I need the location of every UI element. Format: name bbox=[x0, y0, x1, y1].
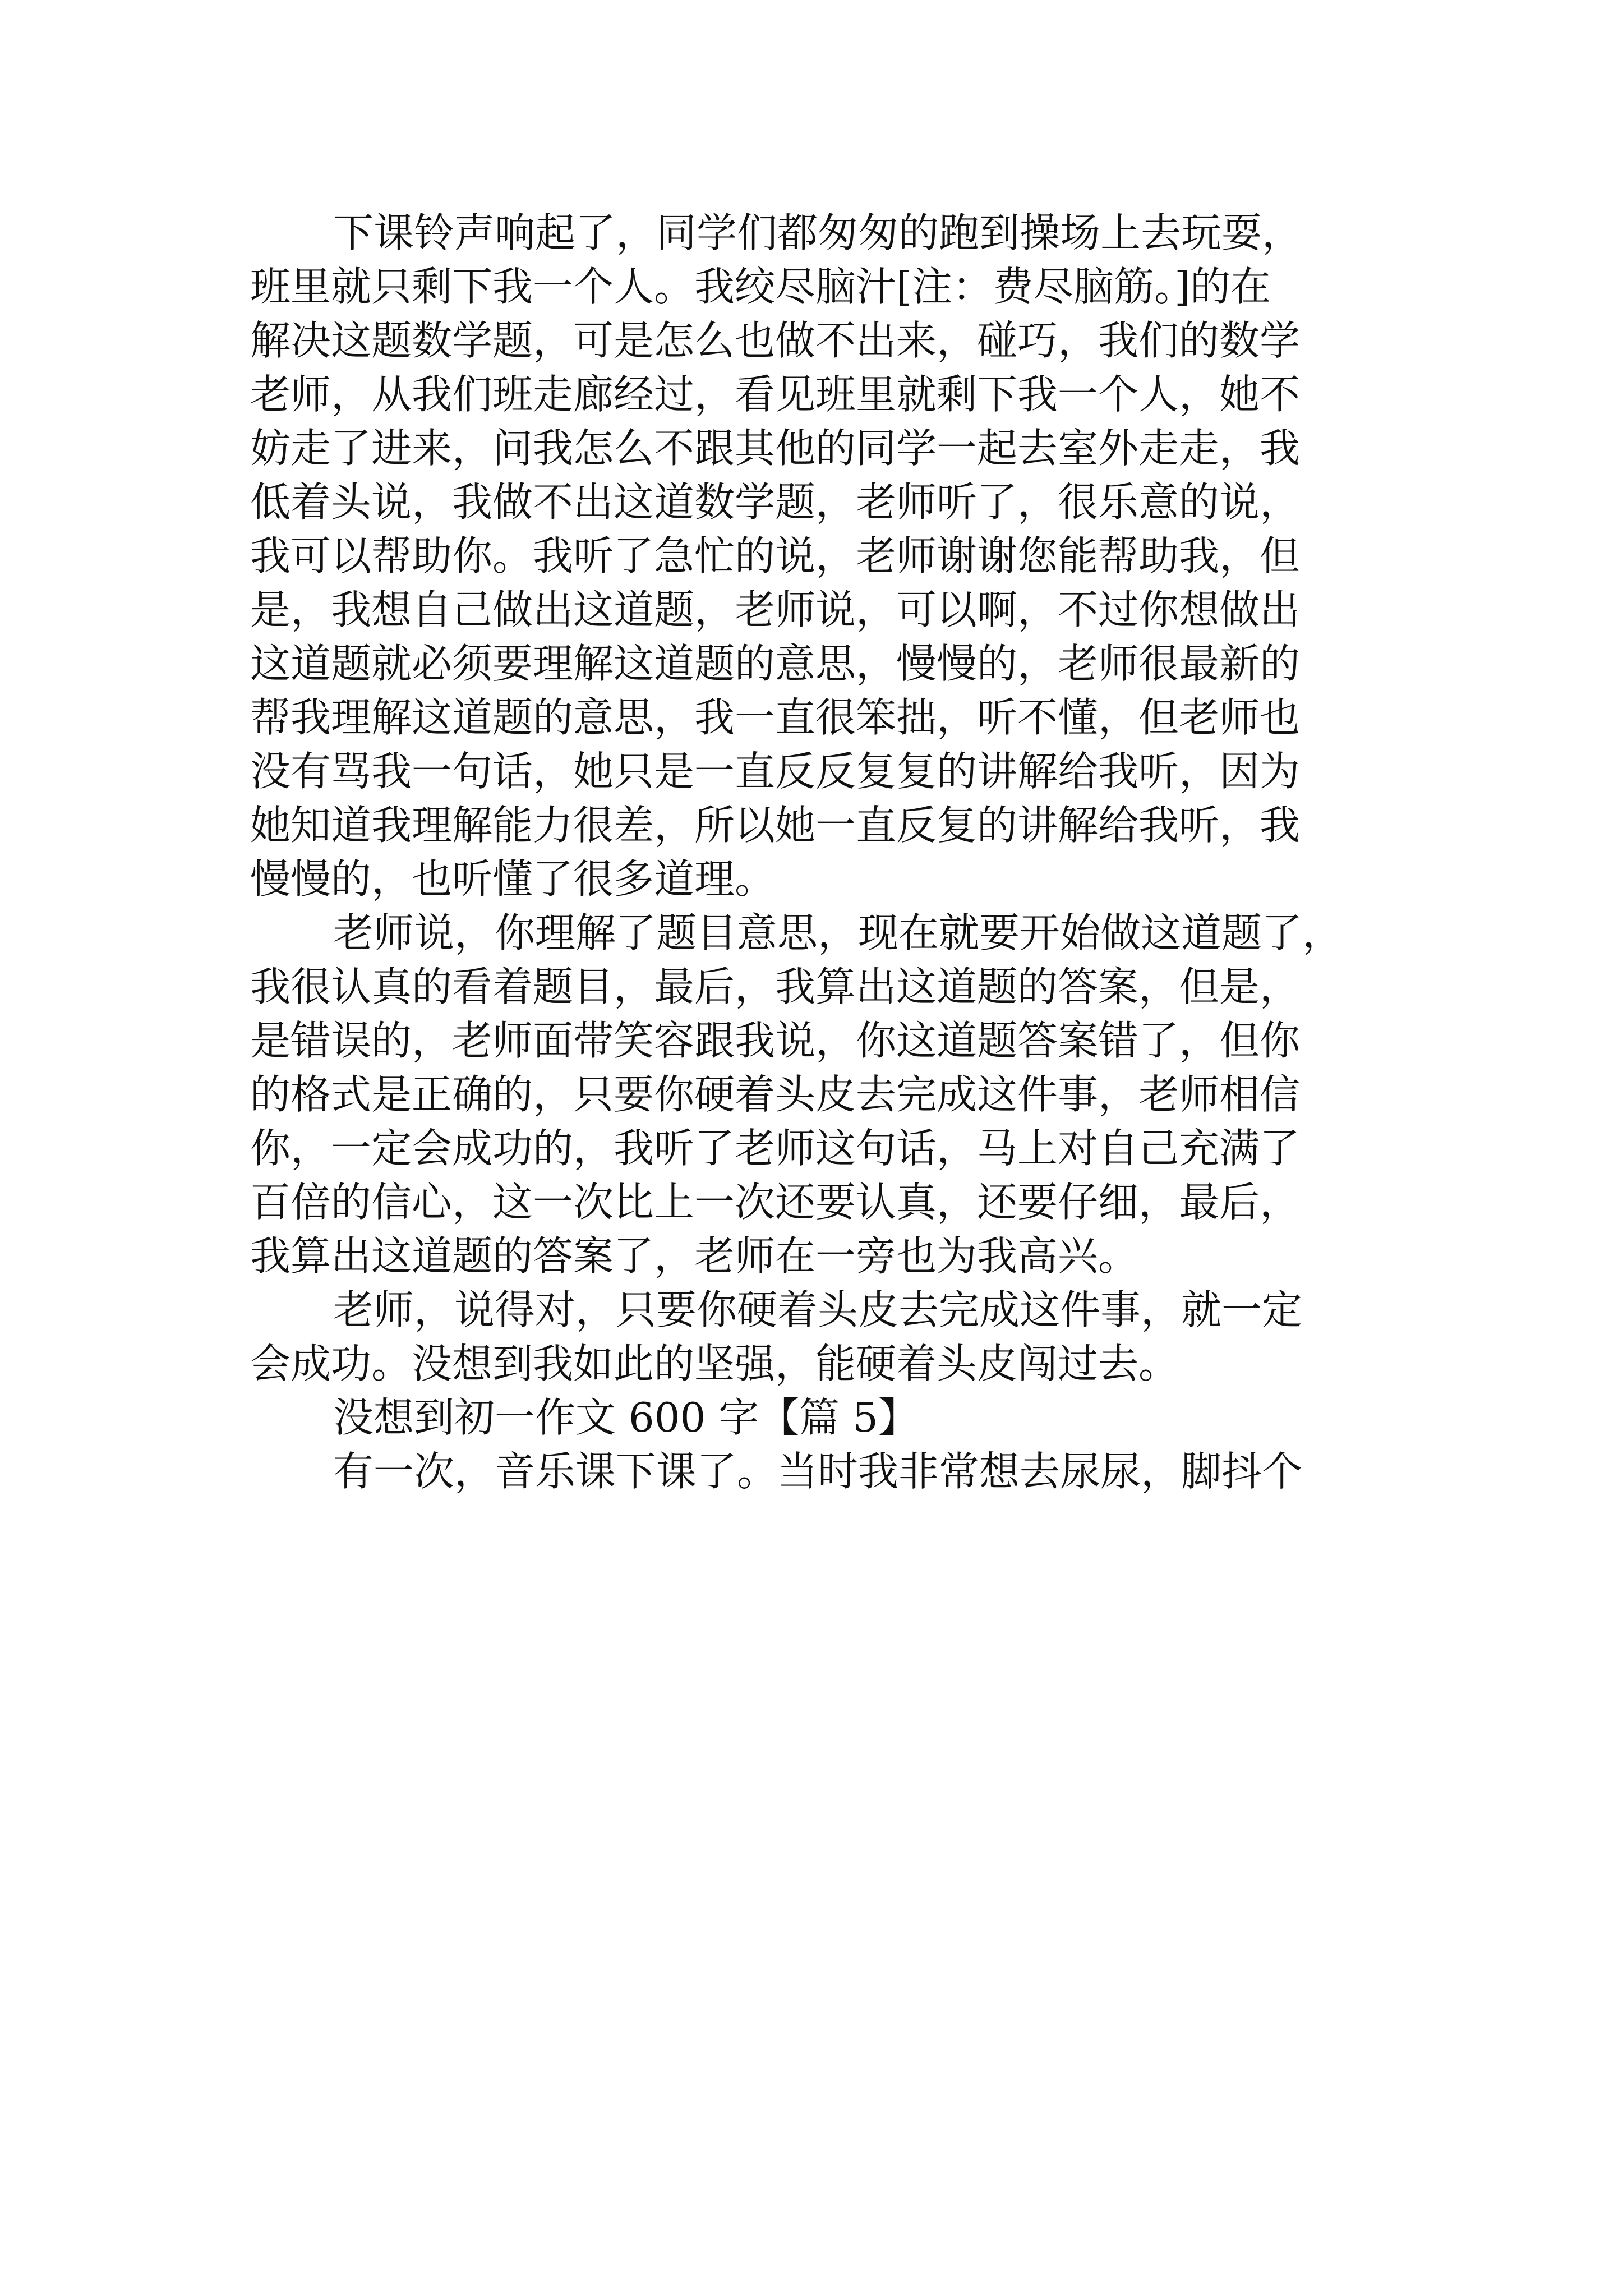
text-line: 我算出这道题的答案了，老师在一旁也为我高兴。 bbox=[250, 1232, 1139, 1280]
text-line: 是错误的，老师面带笑容跟我说，你这道题答案错了，但你 bbox=[250, 1017, 1301, 1064]
text-line: 没有骂我一句话，她只是一直反反复复的讲解给我听，因为 bbox=[250, 748, 1301, 795]
text-line: 我可以帮助你。我听了急忙的说，老师谢谢您能帮助我，但 bbox=[250, 532, 1301, 579]
text-line: 帮我理解这道题的意思，我一直很笨拙，听不懂，但老师也 bbox=[250, 694, 1301, 741]
text-line: 妨走了进来，问我怎么不跟其他的同学一起去室外走走，我 bbox=[250, 425, 1301, 472]
text-line: 会成功。没想到我如此的坚强，能硬着头皮闯过去。 bbox=[250, 1340, 1179, 1387]
text-line: 低着头说，我做不出这道数学题，老师听了，很乐意的说， bbox=[250, 478, 1301, 526]
text-line: 我很认真的看着题目，最后，我算出这道题的答案，但是， bbox=[250, 963, 1301, 1010]
text-line: 老师，从我们班走廊经过，看见班里就剩下我一个人，她不 bbox=[250, 371, 1301, 418]
text-line: 解决这题数学题，可是怎么也做不出来，碰巧，我们的数学 bbox=[250, 317, 1301, 364]
text-line: 老师说，你理解了题目意思，现在就要开始做这道题了， bbox=[333, 909, 1343, 956]
text-line: 是，我想自己做出这道题，老师说，可以啊，不过你想做出 bbox=[250, 586, 1301, 633]
text-line: 有一次，音乐课下课了。当时我非常想去尿尿，脚抖个 bbox=[333, 1448, 1303, 1495]
text-line: 她知道我理解能力很差，所以她一直反复的讲解给我听，我 bbox=[250, 802, 1301, 849]
text-line: 班里就只剩下我一个人。我绞尽脑汁[注：费尽脑筋。]的在 bbox=[250, 263, 1271, 310]
text-line: 百倍的信心，这一次比上一次还要认真，还要仔细，最后， bbox=[250, 1179, 1301, 1226]
text-line: 下课铃声响起了，同学们都匆匆的跑到操场上去玩耍， bbox=[333, 209, 1303, 256]
text-line: 慢慢的，也听懂了很多道理。 bbox=[250, 855, 776, 903]
text-line: 你，一定会成功的，我听了老师这句话，马上对自己充满了 bbox=[250, 1125, 1301, 1172]
text-line: 的格式是正确的，只要你硬着头皮去完成这件事，老师相信 bbox=[250, 1071, 1301, 1118]
essay-text bbox=[250, 206, 1394, 1498]
text-line: 老师，说得对，只要你硬着头皮去完成这件事，就一定 bbox=[333, 1286, 1303, 1333]
section-heading: 没想到初一作文 600 字【篇 5】 bbox=[333, 1394, 919, 1441]
text-line: 这道题就必须要理解这道题的意思，慢慢的，老师很最新的 bbox=[250, 640, 1301, 687]
